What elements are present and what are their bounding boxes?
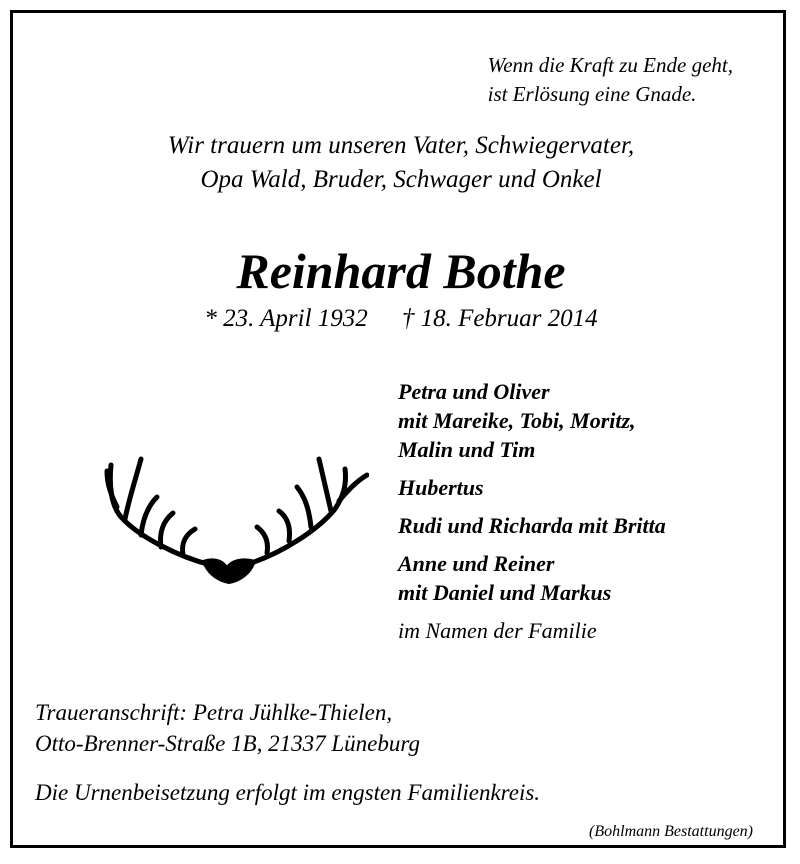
motto-line-2: ist Erlösung eine Gnade. <box>487 82 697 106</box>
address-line-1: Traueranschrift: Petra Jühlke-Thielen, <box>35 700 393 725</box>
antlers-icon <box>99 445 369 595</box>
mourner-group-2 <box>398 473 666 502</box>
obituary-frame <box>10 10 786 848</box>
mourner-line: Malin und Tim <box>398 437 536 462</box>
mourner-line: Hubertus <box>398 475 484 500</box>
deceased-name: Reinhard Bothe <box>236 243 566 299</box>
mourner-group-1 <box>398 377 666 464</box>
mourner-line: Petra und Oliver <box>398 379 550 404</box>
burial-note: Die Urnenbeisetzung erfolgt im engsten Familienkreis. <box>35 780 541 805</box>
mourners-list <box>398 377 666 645</box>
motto <box>488 51 733 109</box>
mourner-group-3 <box>398 511 666 540</box>
family-note: im Namen der Familie <box>398 618 597 643</box>
address-line-2: Otto-Brenner-Straße 1B, 21337 Lüneburg <box>35 731 420 756</box>
mourner-line: Anne und Reiner <box>398 551 555 576</box>
mourning-address <box>35 697 420 759</box>
death-date: † 18. Februar 2014 <box>401 305 598 332</box>
mourner-line: Rudi und Richarda mit Britta <box>398 513 666 538</box>
birth-date: * 23. April 1932 <box>204 305 368 332</box>
mourner-line: mit Mareike, Tobi, Moritz, <box>398 408 636 433</box>
undertaker-credit: (Bohlmann Bestattungen) <box>589 823 753 840</box>
intro-line-2: Opa Wald, Bruder, Schwager und Onkel <box>200 166 602 193</box>
life-dates <box>13 303 789 335</box>
motto-line-1: Wenn die Kraft zu Ende geht, <box>487 53 733 77</box>
intro-line-1: Wir trauern um unseren Vater, Schwiegervater, <box>167 132 635 159</box>
mourner-group-4 <box>398 549 666 607</box>
mourner-line: mit Daniel und Markus <box>398 580 612 605</box>
intro-text <box>13 129 789 197</box>
